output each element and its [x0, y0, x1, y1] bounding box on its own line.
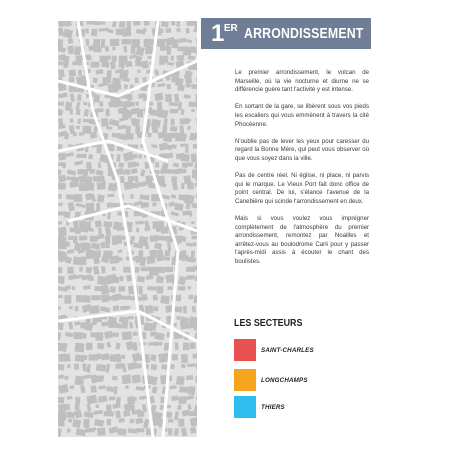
- sector-saint-charles: [234, 339, 374, 361]
- paragraph-1: Le premier arrondissement, le volcan de Marseille, où la vie nocturne et diurne ne se différencie guère tant l'activité y est intense.: [235, 69, 369, 94]
- sector-swatch: [234, 396, 256, 418]
- title-number: 1: [211, 19, 224, 47]
- map-illustration: [58, 21, 197, 437]
- paragraph-2: En sortant de la gare, se libèrent sous vos pieds les escaliers qui vous emmènent à travers la cité Phocéenne.: [235, 103, 369, 128]
- paragraph-5: Mais si vous voulez vous imprégner complètement de l'atmosphère du premier arrondissement, remontez par Noailles et arrêtez-vous au boulodrome Carli pour y passer l'après-midi assis à écouter le chant des boulistes.: [235, 215, 369, 266]
- sector-swatch: [234, 369, 256, 391]
- paragraph-3: N'oublie pas de lever les yeux pour caresser du regard la Bonne Mère, qui peut vous observer où que vous soyez dans la ville.: [235, 137, 369, 162]
- sectors-heading: LES SECTEURS: [234, 317, 303, 329]
- paragraph-4: Pas de centre réel. Ni église, ni place, ni parvis qui le marque. Le Vieux Port fait donc office de point central. De lui, s'élance l'avenue de la Canebière qui scinde l'arrondissement en deux.: [235, 172, 369, 205]
- description-text: [235, 69, 369, 275]
- title-text: ARRONDISSEMENT: [243, 25, 364, 42]
- sector-label: THIERS: [261, 403, 285, 411]
- sector-swatch: [234, 339, 256, 361]
- city-map-strip: [58, 21, 197, 437]
- sector-label: LONGCHAMPS: [261, 376, 308, 384]
- title-banner: [201, 18, 371, 49]
- sector-thiers: [234, 396, 374, 418]
- title-superscript: ER: [223, 23, 238, 34]
- sector-longchamps: [234, 369, 374, 391]
- sector-label: SAINT-CHARLES: [261, 346, 314, 354]
